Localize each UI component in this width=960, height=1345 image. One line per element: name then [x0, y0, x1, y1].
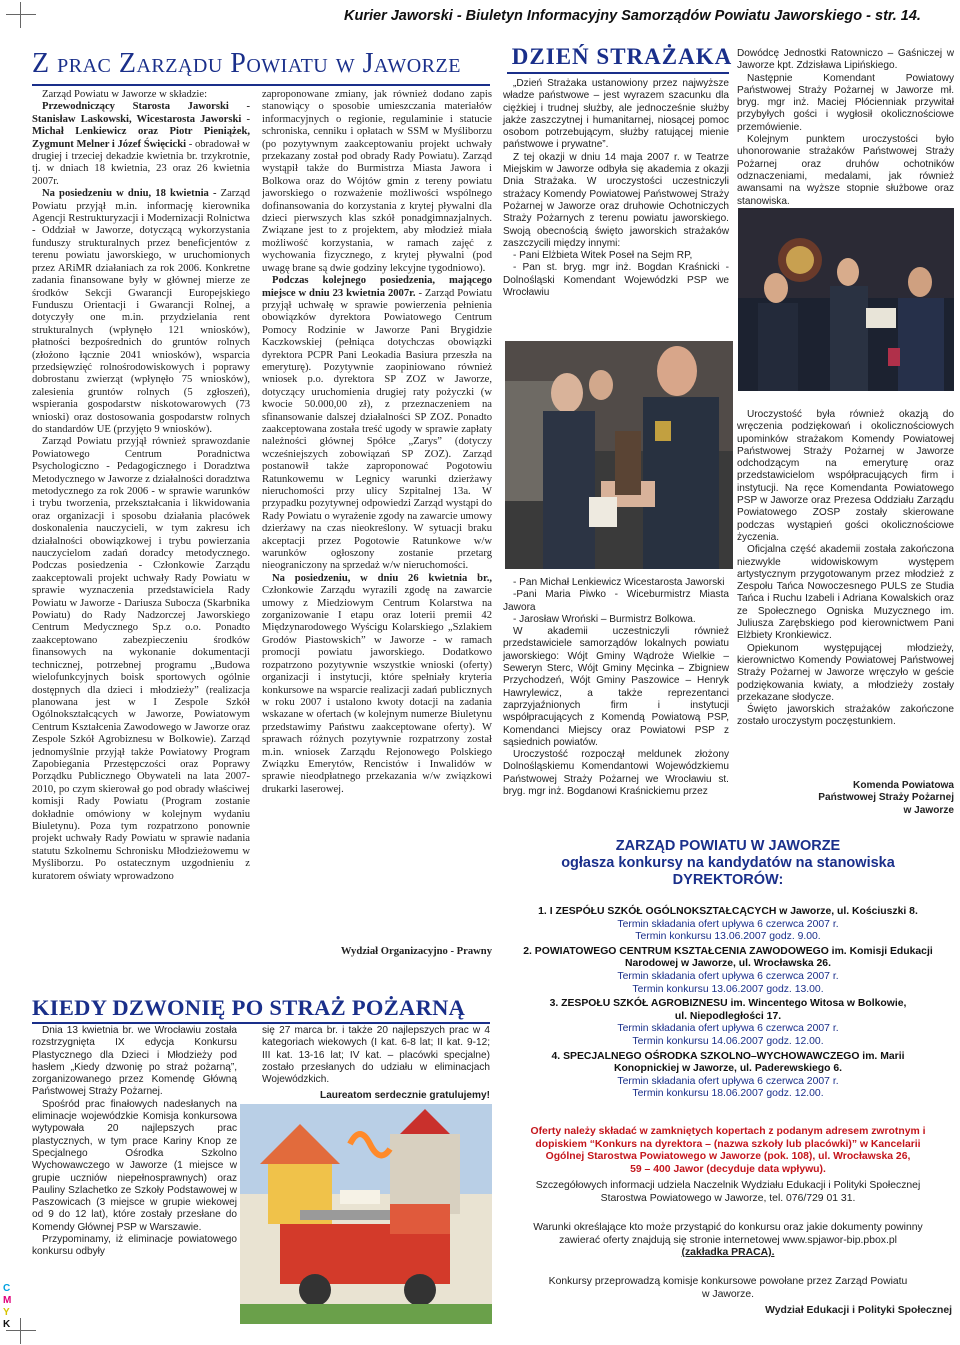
- straz-col-a-para: Z tej okazji w dniu 14 maja 2007 r. w Teatrze Miejskim w Jaworze odbyła się akademia z okazji Dnia Strażaka. W uroczystości uczestniczyli strażacy Komendy Powiatowej Państwowej Straży Pożarnej w Jaworze oraz druhowie Ochotniczych Straży Pożarnych z terenu powiatu jaworskiego. Swoją obecnością święto jaworskich strażaków zaszczycili między innymi:: [503, 151, 729, 249]
- konkurs-red-note: [498, 1126, 958, 1176]
- konkurs-warunki-2: zawierać oferty znajdują się stronie internetowej www.spjawor-bip.pbox.pl: [559, 1234, 897, 1246]
- kiedy-col2-text: się 27 marca br. i także 20 najlepszych prac w 4 kategoriach wiekowych (I kat. 6-8 lat; II kat. 9-12; III kat. 13-16 lat; IV kat. – placówki specjalne) zostało przesłanych do udziału w eliminacjach Wojewódzkich.: [262, 1025, 490, 1086]
- konkurs-item: [498, 906, 958, 944]
- crop-mark: [20, 2, 21, 28]
- zarzad-col1-text: - obradował w drugiej i trzeciej dekadzie kwietnia br. trzykrotnie, tj. w dniach 18 kwietnia, 23 oraz 26 kwietnia 2007r.: [32, 138, 250, 187]
- straz-col-b-para: Dowódcę Jednostki Ratowniczo – Gaśniczej w Jaworze kpt. Zdzisława Lipińskiego.: [737, 48, 954, 72]
- page-header: Kurier Jaworski - Biuletyn Informacyjny Samorządów Powiatu Jaworskiego - str. 14.: [344, 8, 921, 24]
- konkurs-item-name: 1. I ZESPÓŁU SZKÓŁ OGÓLNOKSZTAŁCĄCYCH w Jaworze, ul. Kościuszki 8.: [538, 906, 918, 917]
- zarzad-col2-text: Na posiedzeniu, w dniu 26 kwietnia br.,: [272, 572, 492, 584]
- konkurs-signature: Wydział Edukacji i Polityki Społecznej: [765, 1305, 952, 1316]
- konkurs-item-name: 2. POWIATOWEGO CENTRUM KSZTAŁCENIA ZAWODOWEGO im. Komisji Edukacji: [523, 945, 933, 957]
- zarzad-col1-para: [32, 436, 250, 883]
- cmyk-y: Y: [3, 1307, 10, 1318]
- childrens-drawing-svg: [240, 1104, 492, 1324]
- konkurs-item-offer: Termin składania ofert upływa 6 czerwca 2007 r.: [617, 1075, 839, 1087]
- straz-col-a: [503, 78, 729, 299]
- zarzad-col1-text: Zarząd Powiatu przyjął również sprawozdanie Powiatowego Centrum Poradnictwa Psychologiczno - Pedagogicznego i Doradztwa Metodycznego w Jaworze z działalności doradztwa metodycznego za rok 2006 - w sprawie warunków i trybu tworzenia, przekształcania i likwidowania oraz organizacji i sposobu działania placówek doskonalenia nauczycieli, w tym zakresu ich działalności obowiązkowej i trybu powierzania nauczycielom zadań doradcy metodycznego. Podczas posiedzenia - Członkowie Zarządu zaakceptowali projekt uchwały Rady Powiatu w sprawie wyznaczenia przedstawiciela Rady Powiatu w Jaworze - Dariusza Subocza (Skarbnika Powiatu) do Rady Nadzorczej Jaworskiego Centrum Medycznego Sp.z o.o. Ponadto zaakceptowano zabezpieczeniu środków finansowych na wykonanie dokumentacji technicznej, potrzebnej programu „Budowa wielofunkcyjnych boisk sportowych ogólnie dostępnych dla dzieci i młodzieży” (realizacja planowana jest w I Zespole Szkół Ogólnokształcących w Jaworze, Powiatowym Centrum Kształcenia Zawodowego w Jaworze oraz Zespole Szkół Agrobiznesu w Bolkowie). Zarząd jednomyślnie przyjął także Powiatowy Program Zapobiegania Przestępczości oraz Poprawy Porządku Publicznego Obywateli na lata 2007-2010, po czym skierował go pod obrady właściwej komisji Rady Powiatu (Program zostanie dokładnie omówiony w kolejnym wydaniu Biuletynu). Poza tym rozpatrzono ponownie projekt uchwały Rady Powiatu w sprawie nadania statutu Szkolnemu Schronisku Młodzieżowemu w Myśliborzu. Po ostatecznym uzgodnieniu z kuratorem oświaty wprowadzono: [32, 436, 250, 882]
- straz-col-a-para: - Pani Elżbieta Witek Poseł na Sejm RP,: [513, 250, 693, 262]
- photo-handshake: [505, 341, 733, 569]
- zarzad-signature: Wydział Organizacyjno - Prawny: [340, 946, 492, 957]
- zarzad-col2-text: zaproponowane zmiany, jak również dodano zapis stanowiący o sposobie umieszczania materiałów informacyjnych o regionie, regulaminie i statucie schroniska, cenniku i opłatach w SSM w Myśliborzu (po pozytywnym zaakceptowaniu projekt uchwały przekazany został pod obrady Rady Powiatu). Zarząd wystąpił także do Burmistrza Miasta Jawora i Bolkowa oraz do Wójtów gmin z tereny powiatu jaworskiego o rozważenie możliwości wspólnego dofinansowania do korzystania z krytej pływalni dla dzieci pierwszych klas szkół ponadgimnazjalnych. Związane jest to z projektem, aby młodzież miała możliwość korzystania, w ramach zajęć z wychowania fizycznego, z krytej pływalni (pod uwagę brane są dwie godziny lekcyjne tygodniowo).: [262, 89, 492, 274]
- straz-col-c-para: - Jarosław Wroński – Burmistrz Bolkowa.: [513, 613, 696, 625]
- konkurs-item-offer: Termin składania ofert upływa 6 czerwca 2007 r.: [617, 970, 839, 982]
- konkurs-item: [498, 946, 958, 996]
- straz-col-d-para: Opiekunom występującej młodzieży, kierownictwo Komendy Powiatowej Państwowej Straży Pożarnej w Jaworze wręczyło w geście podziękowania kwiaty, a młodzieży zostały przekazane słodycze.: [737, 642, 954, 703]
- zarzad-col1-text: Zarząd Powiatu przyjął m.in. informację kierownika Agencji Restrukturyzacji i Modernizacji Rolnictwa - Oddział w Jaworze, dotyczącą wykorzystania funduszy strukturalnych przez beneficjentów z terenu powiatu jaworskiego, w uruchomionych przez ARiMR działaniach za rok 2006. Konkretne zadania finansowane były w głównej mierze ze środków Sekcji Gwarancji Europejskiego Funduszu Orientacji i Gwarancji Rolnej, a dotyczyły one m.in. przydzielania rent strukturalnych (wpłynęło 121 wniosków), płatności bezpośrednich do gruntów rolnych (złożono łącznie 2041 wniosków), wsparcia przedsięwzięć rolnośrodowiskowych i poprawy dobrostanu zwierząt (wpłynęło 75 wniosków), zalesienia gruntów rolnych (5 zgłoszeń), wspierania gospodarstw niskotowarowych (73 wnioski) oraz dostosowania gospodarstw rolnych do standardów UE (przyjęto 9 wniosków).: [32, 188, 250, 435]
- kiedy-col1-para: Spośród prac finałowych nadesłanych na eliminacje wojewódzkie Komisja konkursowa wytypowała 20 najlepszych prac plastycznych, w tym prace Kariny Knop ze Specjalnego Ośrodka Szkolno Wychowawczego w Jaworze (1 miejsce w grupie uczniów niepełnosprawnych) oraz Pauliny Szlachetko ze Szkoły Podstawowej w Paszowicach (3 miejsce w grupie wiekowej od 9 do 12 lat), które zostały przesłane do Komendy Głównej PSP w Warszawie.: [32, 1098, 237, 1233]
- straz-col-c-para: - Pan Michał Lenkiewicz Wicestarosta Jaworski: [513, 577, 725, 588]
- zarzad-title-rule: [32, 84, 490, 86]
- straz-col-d-para: Święto jaworskich strażaków zakończone zostało uroczystym poczęstunkiem.: [737, 704, 954, 728]
- straz-signature-line2: Państwowej Straży Pożarnej: [818, 792, 954, 804]
- crop-mark: [20, 1318, 21, 1344]
- straz-col-b: [737, 48, 954, 208]
- konkurs-item-date: Termin konkursu 13.06.2007 godz. 13.00.: [632, 983, 824, 995]
- photo-award-ceremony-svg: [738, 208, 954, 391]
- konkurs-warunki: [498, 1222, 958, 1260]
- konkurs-list: [498, 906, 958, 1103]
- cmyk-c: C: [3, 1283, 11, 1294]
- konkurs-item-date: Termin konkursu 18.06.2007 godz. 12.00.: [632, 1088, 824, 1100]
- zarzad-col2-para: [262, 89, 492, 275]
- kiedy-signature: Laureatom serdecznie gratulujemy!: [320, 1090, 490, 1101]
- kiedy-col1-para: Przypominamy, iż eliminacje powiatowego konkursu odbyły: [32, 1234, 237, 1258]
- kiedy-col1-para: Dnia 13 kwietnia br. we Wrocławiu została rozstrzygnięta IX edycja Konkursu Plastycznego dla Dzieci i Młodzieży pod hasłem „Kiedy dzwonię po straż pożarną”, zorganizowanego przez Komendę Główną Państwowej Straży Pożarnej.: [32, 1025, 237, 1098]
- zarzad-col2-text: - Zarząd Powiatu przyjął uchwałę w sprawie powierzenia pełnienia obowiązków dyrektora Powiatowego Centrum Pomocy Rodzinie w Jaworze Pani Brygidzie Kaczkowskiej (pełniąca dotychczas obowiązki dyrektora PCPR Pani Leokadia Basiura przeszła na emeryturę). Pozytywnie zaopiniowano również wniosek p.o. dyrektora SP ZOZ w Jaworze, dotyczący uruchomienia drugiej raty pożyczki (w kwocie 50.000,00 zł), z przeznaczeniem na sfinansowanie dalszej działalności SP ZOZ. Ponadto zaakceptowana została treść ugody w sprawie zapłaty należności głównej Spółce „Zarys” (dotyczy wcześniejszych zobowiązań SP ZOZ). Zarząd postanowił także zaproponować Pogotowiu Ratunkowemu w Legnicy warunki dzierżawy nieruchomości przy ulicy Szpitalnej 13a. W przypadku pozytywnej odpowiedzi Zarząd wystąpi do Rady Powiatu o wyrażenie zgody na zawarcie umowy dzierżawy na czas nieokreślony. W sytuacji braku akceptacji przez Pogotowie Ratunkowe w/w warunków ogłoszony zostanie przetarg nieograniczony na sprzedaż w/w nieruchomości.: [262, 287, 492, 572]
- straz-col-c-para: -Pani Maria Piwko - Wiceburmistrz Miasta Jawora: [503, 589, 729, 613]
- photo-handshake-svg: [505, 341, 733, 569]
- konkurs-info-2: Starostwa Powiatowego w Jaworze, tel. 076/729 01 31.: [600, 1192, 856, 1204]
- cmyk-k: K: [3, 1319, 11, 1330]
- zarzad-col2-text: Podczas kolejnego posiedzenia, mającego miejsce w dniu 23 kwietnia 2007r.: [262, 275, 492, 299]
- childrens-drawing: [240, 1104, 492, 1324]
- konkurs-item-offer: Termin składania ofert upływa 6 czerwca 2007 r.: [617, 918, 839, 930]
- kiedy-title-rule: [32, 1022, 490, 1024]
- konkurs-red-3: Ogólnej Starostwa Powiatowego w Jaworze (pok. 108), ul. Wrocławska 26,: [545, 1151, 911, 1163]
- zarzad-col1-para: [32, 188, 250, 436]
- cmyk-strip: [3, 1283, 11, 1331]
- zarzad-col2-para: [262, 573, 492, 796]
- konkurs-red-1: Oferty należy składać w zamkniętych kopertach z podanym adresem zwrotnym i: [530, 1126, 926, 1137]
- zarzad-col2-text: Członkowie Zarządu wyrazili zgodę na zawarcie umowy z Miedziowym Centrum Kolarstwa na zorganizowanie I etapu oraz loterii premii 42 Międzynarodowego Wyścigu Kolarskiego „Szlakiem Grodów Piastowskich” w Jaworze - w ramach promocji powiatu jaworskiego. Dodatkowo rozpatrzono pozytywnie wszystkie wnioski (oferty) organizacji i instytucji, które spełniały kryteria konkursowe na wsparcie realizacji zadań publicznych w roku 2007 i ustalono kwoty dotacji na zadania wskazane w ofertach (w kolejnym numerze Biuletynu przedstawimy Państwu zaakceptowane oferty). W sprawach różnych pozytywnie rozpatrzony został m.in. wniosek Zarządu Rejonowego Polskiego Związku Emerytów, Rencistów i Inwalidów w sprawie nieodpłatnego przekazania w/w związkowi drukarki laserowej.: [262, 585, 492, 795]
- konkurs-item-date: Termin konkursu 14.06.2007 godz. 12.00.: [632, 1035, 824, 1047]
- konkurs-link[interactable]: (zakładka PRACA).: [681, 1247, 775, 1259]
- konkurs-info-1: Szczegółowych informacji udziela Naczelnik Wydziału Edukacji i Polityki Społecznej: [535, 1180, 921, 1191]
- straz-col-d-para: Uroczystość była również okazją do wręczenia podziękowań i okolicznościowych upominków strażakom Komendy Powiatowej Państwowej Straży Pożarnej w Jaworze odchodzącym na emeryturę oraz przedstawicielom współpracujących firm i instytucji. Na ręce Komendanta Powiatowego PSP w Jaworze oraz Prezesa Oddziału Zarządu Powiatowego ZOSP zostały skierowane podczas wystąpień gości okolicznościowe życzenia.: [737, 409, 954, 543]
- straz-col-c: [503, 577, 729, 798]
- konkurs-title1: ZARZĄD POWIATU W JAWORZE: [615, 838, 841, 854]
- kiedy-col1: [32, 1025, 237, 1259]
- konkurs-item-name2: Konopnickiej w Jaworze, ul. Paderewskiego 6.: [613, 1063, 843, 1075]
- konkurs-przeprow-1: Konkursy przeprowadzą komisje konkursowe powołane przez Zarząd Powiatu: [548, 1276, 908, 1287]
- konkurs-info: [498, 1180, 958, 1205]
- konkurs-item-name: 3. ZESPOŁU SZKÓŁ AGROBIZNESU im. Wincentego Witosa w Bolkowie,: [549, 998, 907, 1010]
- straz-col-b-para: Kolejnym punktem uroczystości było uhonorowanie strażaków Państwowej Straży Pożarnej oraz druhów ochotników odznaczeniami, medalami, jak również awansami na wyższe stopnie służbowe oraz stanowiska.: [737, 134, 954, 207]
- straz-title: DZIEŃ STRAŻAKA: [511, 44, 733, 69]
- straz-col-a-para: „Dzień Strażaka ustanowiony przez najwyższe władze państwowe – jest wyrazem szacunku dla ciężkiej i trudnej służby, ale jednocześnie służby jakże zaszczytnej i humanitarnej, niosącej pomoc osobom potrzebującym, służby ratującej mienie państwowe i prywatne”.: [503, 78, 729, 151]
- kiedy-title: KIEDY DZWONIĘ PO STRAŻ POŻARNĄ: [32, 995, 466, 1020]
- zarzad-col1-para: [32, 101, 250, 188]
- straz-col-d: [737, 409, 954, 729]
- konkurs-title3: DYREKTORÓW:: [672, 872, 784, 888]
- konkurs-item-name2: ul. Niepodległości 17.: [674, 1010, 782, 1022]
- konkurs-przeprow-2: w Jaworze.: [702, 1288, 754, 1300]
- konkurs-title2: ogłasza konkursy na kandydatów na stanowiska: [561, 855, 895, 871]
- konkurs-header: [498, 838, 958, 889]
- konkurs-item: [498, 998, 958, 1048]
- straz-signature-line3: w Jaworze: [903, 804, 954, 816]
- straz-col-c-para: W akademii uczestniczyli również przedstawiciele samorządów lokalnych powiatu jaworskiego: Wójt Gminy Wądroże Wielkie – Seweryn Sterc, Wójt Gminy Męcinka – Zbigniew Przychodzeń, Wójt Gminy Paszowice – Henryk Hawrylewicz, a także reprezentanci zaprzyjaźnionych firm i instytucji współpracujących z Komendą Powiatową PSP, Komendanci Miejscy oraz Powiatowi PSP z sąsiednich powiatów.: [503, 626, 729, 748]
- straz-title-rule: [507, 72, 729, 74]
- zarzad-title: Z prac Zarządu Powiatu w Jaworze: [32, 48, 461, 79]
- zarzad-col1: [32, 89, 250, 969]
- straz-col-d-para: Oficjalna część akademii została zakończona niezwykle widowiskowym występem artystycznym przygotowanym przez młodzież z Zespołu Tańca Nowoczesnego PULS ze Studia Tańca i Ruchu Izabeli i Adriana Kowalskich oraz ze Społecznego Ogniska Muzycznego im. Juliusza Zarębskiego pod kierownictwem Pani Elżbiety Kronkiewicz.: [737, 544, 954, 642]
- konkurs-item-offer: Termin składania ofert upływa 6 czerwca 2007 r.: [617, 1023, 839, 1035]
- konkurs-item-date: Termin konkursu 13.06.2007 godz. 9.00.: [635, 931, 821, 943]
- konkurs-item-name: 4. SPECJALNEGO OŚRODKA SZKOLNO–WYCHOWAWCZEGO im. Marii: [551, 1050, 905, 1062]
- kiedy-col2: [262, 1025, 490, 1086]
- straz-col-c-para: Uroczystość rozpoczął meldunek złożony Dolnośląskiemu Komendantowi Wojewódzkiemu Państwowej Straży Pożarnej we Wrocławiu st. bryg. mgr inż. Bogdanowi Kraśnickiemu przez: [503, 749, 729, 798]
- konkurs-warunki-1: Warunki określające kto może przystąpić do konkursu oraz jakie dokumenty powinny: [533, 1222, 923, 1233]
- straz-signature: [737, 780, 954, 817]
- straz-col-b-para: Następnie Komendant Powiatowy Państwowej Straży Pożarnej w Jaworze mł. bryg. mgr inż. Maciej Płócienniak przywitał przybyłych gości i wygłosił okolicznościowe przemówienie.: [737, 72, 954, 133]
- konkurs-przeprow: [498, 1276, 958, 1301]
- zarzad-col1-text: Na posiedzeniu w dniu, 18 kwietnia -: [42, 188, 221, 200]
- konkurs-item-name2: Narodowej w Jaworze, ul. Wrocławska 26.: [625, 958, 831, 970]
- straz-col-a-para: - Pan st. bryg. mgr inż. Bogdan Kraśnicki - Dolnośląski Komendant Wojewódzki PSP we Wrocławiu: [503, 262, 729, 299]
- konkurs-red-2: dopiskiem “Konkurs na dyrektora – (nazwa szkoły lub placówki)” w Kancelarii: [535, 1138, 921, 1150]
- zarzad-col2: [262, 89, 492, 969]
- zarzad-col2-para: [262, 275, 492, 573]
- konkurs-red-4: 59 – 400 Jawor (decyduje data wpływu).: [630, 1163, 826, 1175]
- zarzad-col1-text: Zarząd Powiatu w Jaworze w składzie:: [42, 89, 208, 100]
- zarzad-col1-text: Przewodniczący Starosta Jaworski - Stanisław Laskowski, Wicestarosta Jaworski - Michał Lenkiewicz oraz Piotr Pieniążek, Zygmunt Melner i Józef Święcicki: [32, 101, 250, 150]
- photo-award-ceremony: [738, 208, 954, 391]
- cmyk-m: M: [3, 1295, 12, 1306]
- konkurs-item: [498, 1051, 958, 1101]
- crop-mark: [6, 14, 36, 15]
- straz-signature-line1: Komenda Powiatowa: [853, 780, 954, 791]
- zarzad-col1-para: [32, 89, 250, 101]
